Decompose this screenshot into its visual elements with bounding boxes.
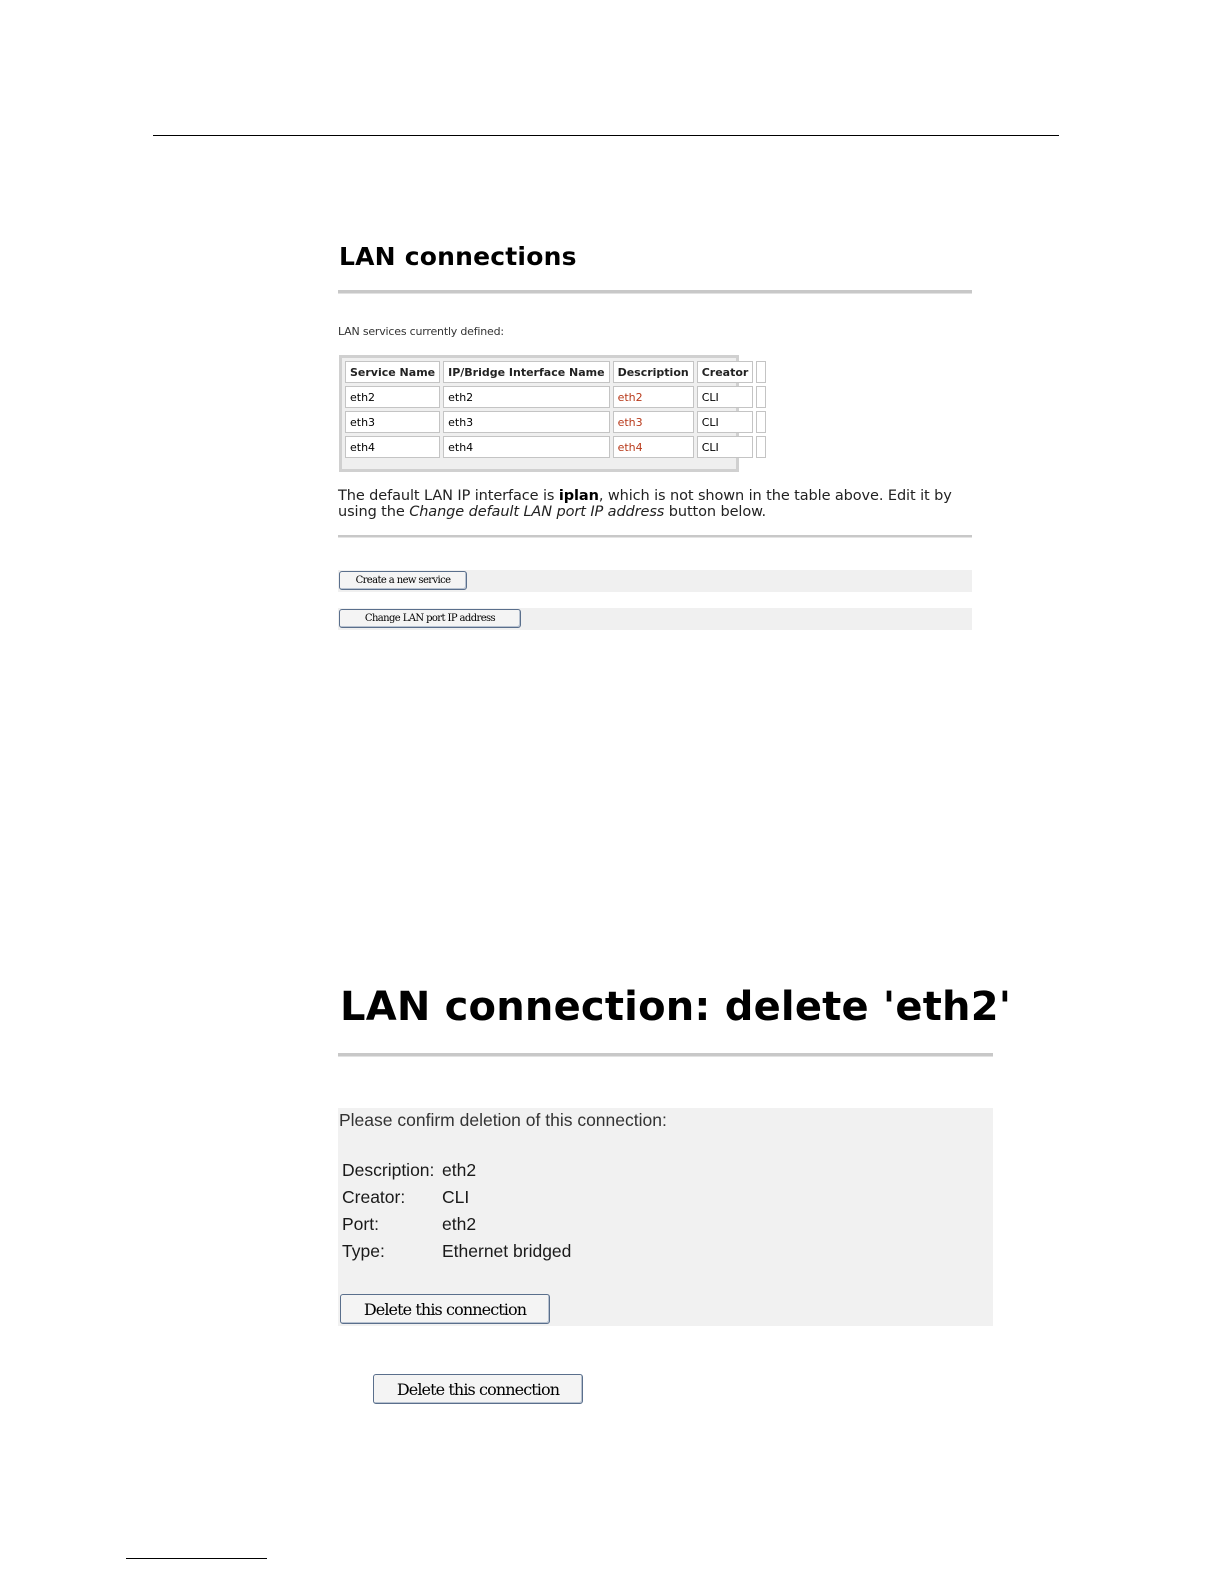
- title-divider: [338, 1053, 993, 1057]
- column-header-creator: Creator: [697, 361, 754, 383]
- table-header-row: [345, 361, 766, 383]
- detail-value: eth2: [442, 1160, 477, 1180]
- service-name-cell: eth4: [345, 436, 440, 458]
- interface-name-cell: eth2: [443, 386, 609, 408]
- detail-value: eth2: [442, 1214, 477, 1234]
- detail-value: CLI: [442, 1187, 470, 1207]
- confirm-panel: [338, 1108, 993, 1326]
- action-cell: [756, 386, 766, 408]
- table-row: [345, 436, 766, 458]
- title-divider: [338, 290, 972, 294]
- description-link[interactable]: eth2: [613, 386, 694, 408]
- note-interface-name: iplan: [558, 488, 599, 504]
- intro-text: LAN services currently defined:: [338, 325, 504, 338]
- page-header-rule: [153, 135, 1059, 136]
- change-ip-bar: [338, 608, 972, 630]
- section-divider: [338, 535, 972, 538]
- note-text: The default LAN IP interface is: [338, 488, 559, 504]
- change-lan-ip-button[interactable]: Change LAN port IP address: [339, 609, 521, 628]
- confirm-prompt: Please confirm deletion of this connection:: [339, 1110, 667, 1130]
- description-link[interactable]: eth4: [613, 436, 694, 458]
- table-row: [345, 411, 766, 433]
- column-header-service-name: Service Name: [345, 361, 440, 383]
- creator-cell: CLI: [697, 386, 754, 408]
- column-header-action: [756, 361, 766, 383]
- detail-value: Ethernet bridged: [442, 1241, 572, 1261]
- detail-label: Creator:: [342, 1187, 406, 1207]
- interface-name-cell: eth4: [443, 436, 609, 458]
- interface-name-cell: eth3: [443, 411, 609, 433]
- detail-label: Description:: [342, 1160, 435, 1180]
- page-title: LAN connections: [339, 242, 577, 271]
- note-button-reference: Change default LAN port IP address: [409, 504, 665, 520]
- service-name-cell: eth2: [345, 386, 440, 408]
- lan-connections-screenshot: [338, 240, 972, 640]
- detail-label: Port:: [342, 1214, 379, 1234]
- create-service-button[interactable]: Create a new service: [339, 571, 467, 590]
- services-table-frame: [339, 355, 749, 472]
- detail-label: Type:: [342, 1241, 385, 1261]
- delete-connection-screenshot: [338, 980, 1012, 1420]
- delete-connection-button[interactable]: Delete this connection: [340, 1294, 550, 1324]
- create-service-bar: [338, 570, 972, 592]
- services-table: [342, 358, 769, 461]
- delete-connection-button-example[interactable]: Delete this connection: [373, 1374, 583, 1404]
- action-cell: [756, 436, 766, 458]
- description-link[interactable]: eth3: [613, 411, 694, 433]
- table-row: [345, 386, 766, 408]
- default-interface-note: [338, 488, 978, 520]
- note-text: button below.: [664, 504, 767, 520]
- delete-page-title: LAN connection: delete 'eth2': [340, 984, 1012, 1030]
- footnote-rule: [126, 1558, 267, 1559]
- column-header-interface-name: IP/Bridge Interface Name: [443, 361, 609, 383]
- service-name-cell: eth3: [345, 411, 440, 433]
- creator-cell: CLI: [697, 436, 754, 458]
- note-text: , which is not shown in the table above. Edit it by using the: [338, 488, 952, 520]
- column-header-description: Description: [613, 361, 694, 383]
- action-cell: [756, 411, 766, 433]
- creator-cell: CLI: [697, 411, 754, 433]
